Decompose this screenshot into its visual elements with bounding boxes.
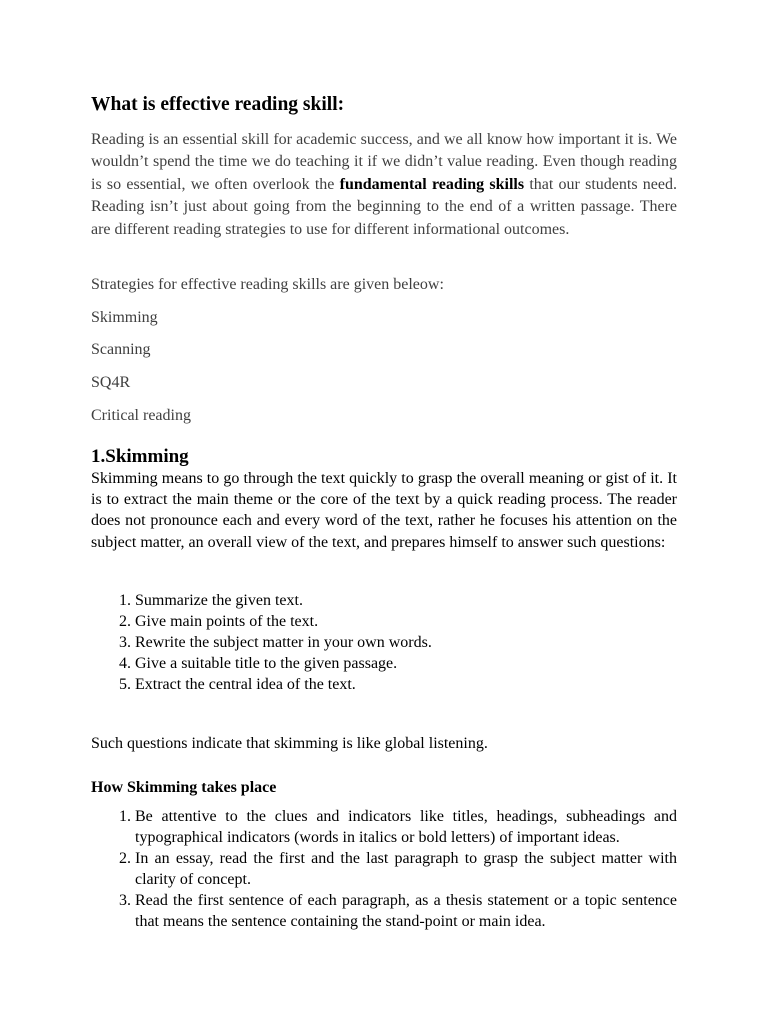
skimming-conclusion: Such questions indicate that skimming is like global listening. <box>91 735 488 752</box>
how-skimming-heading: How Skimming takes place <box>91 779 277 796</box>
page-title: What is effective reading skill: <box>91 94 345 115</box>
intro-text-end: that our students need. Reading isn’t just about going from the beginning to the end of a written passage. There are different reading strategies to use for different informational outcomes. <box>91 175 678 238</box>
intro-bold-text: fundamental reading skills <box>339 175 525 193</box>
section-heading-skimming: 1.Skimming <box>91 446 189 467</box>
list-item: 4. Give a suitable title to the given passage. <box>135 653 677 674</box>
how-skimming-list <box>91 806 677 932</box>
list-item: 5. Extract the central idea of the text. <box>135 674 677 695</box>
list-item: 2. In an essay, read the first and the last paragraph to grasp the subject matter with clarity of concept. <box>135 848 677 890</box>
list-item: 3. Rewrite the subject matter in your own words. <box>135 632 677 653</box>
document-page <box>91 0 677 1024</box>
questions-list <box>91 590 677 695</box>
strategies-intro: Strategies for effective reading skills are given beleow: <box>91 276 444 293</box>
list-item: 1. Summarize the given text. <box>135 590 677 611</box>
strategy-item: Critical reading <box>91 407 191 424</box>
strategy-item: Skimming <box>91 309 158 326</box>
skimming-paragraph: Skimming means to go through the text quickly to grasp the overall meaning or gist of it. It is to extract the main theme or the core of the text by a quick reading process. The reader does not pronounce each and every word of the text, rather he focuses his attention on the subject matter, an overall view of the text, and prepares himself to answer such questions: <box>91 470 677 551</box>
strategy-item: SQ4R <box>91 374 131 391</box>
list-item: 3. Read the first sentence of each paragraph, as a thesis statement or a topic sentence that means the sentence containing the stand-point or main idea. <box>135 890 677 932</box>
strategy-item: Scanning <box>91 341 151 358</box>
intro-text-start: Reading is an essential skill for academic success, and we all know how important it is. We wouldn’t spend the time we do teaching it if we didn’t value reading. Even though reading is so essential, we often overlook the <box>91 131 677 193</box>
list-item: 2. Give main points of the text. <box>135 611 677 632</box>
list-item: 1. Be attentive to the clues and indicators like titles, headings, subheadings and typographical indicators (words in italics or bold letters) of important ideas. <box>135 806 677 848</box>
intro-paragraph <box>91 129 677 241</box>
